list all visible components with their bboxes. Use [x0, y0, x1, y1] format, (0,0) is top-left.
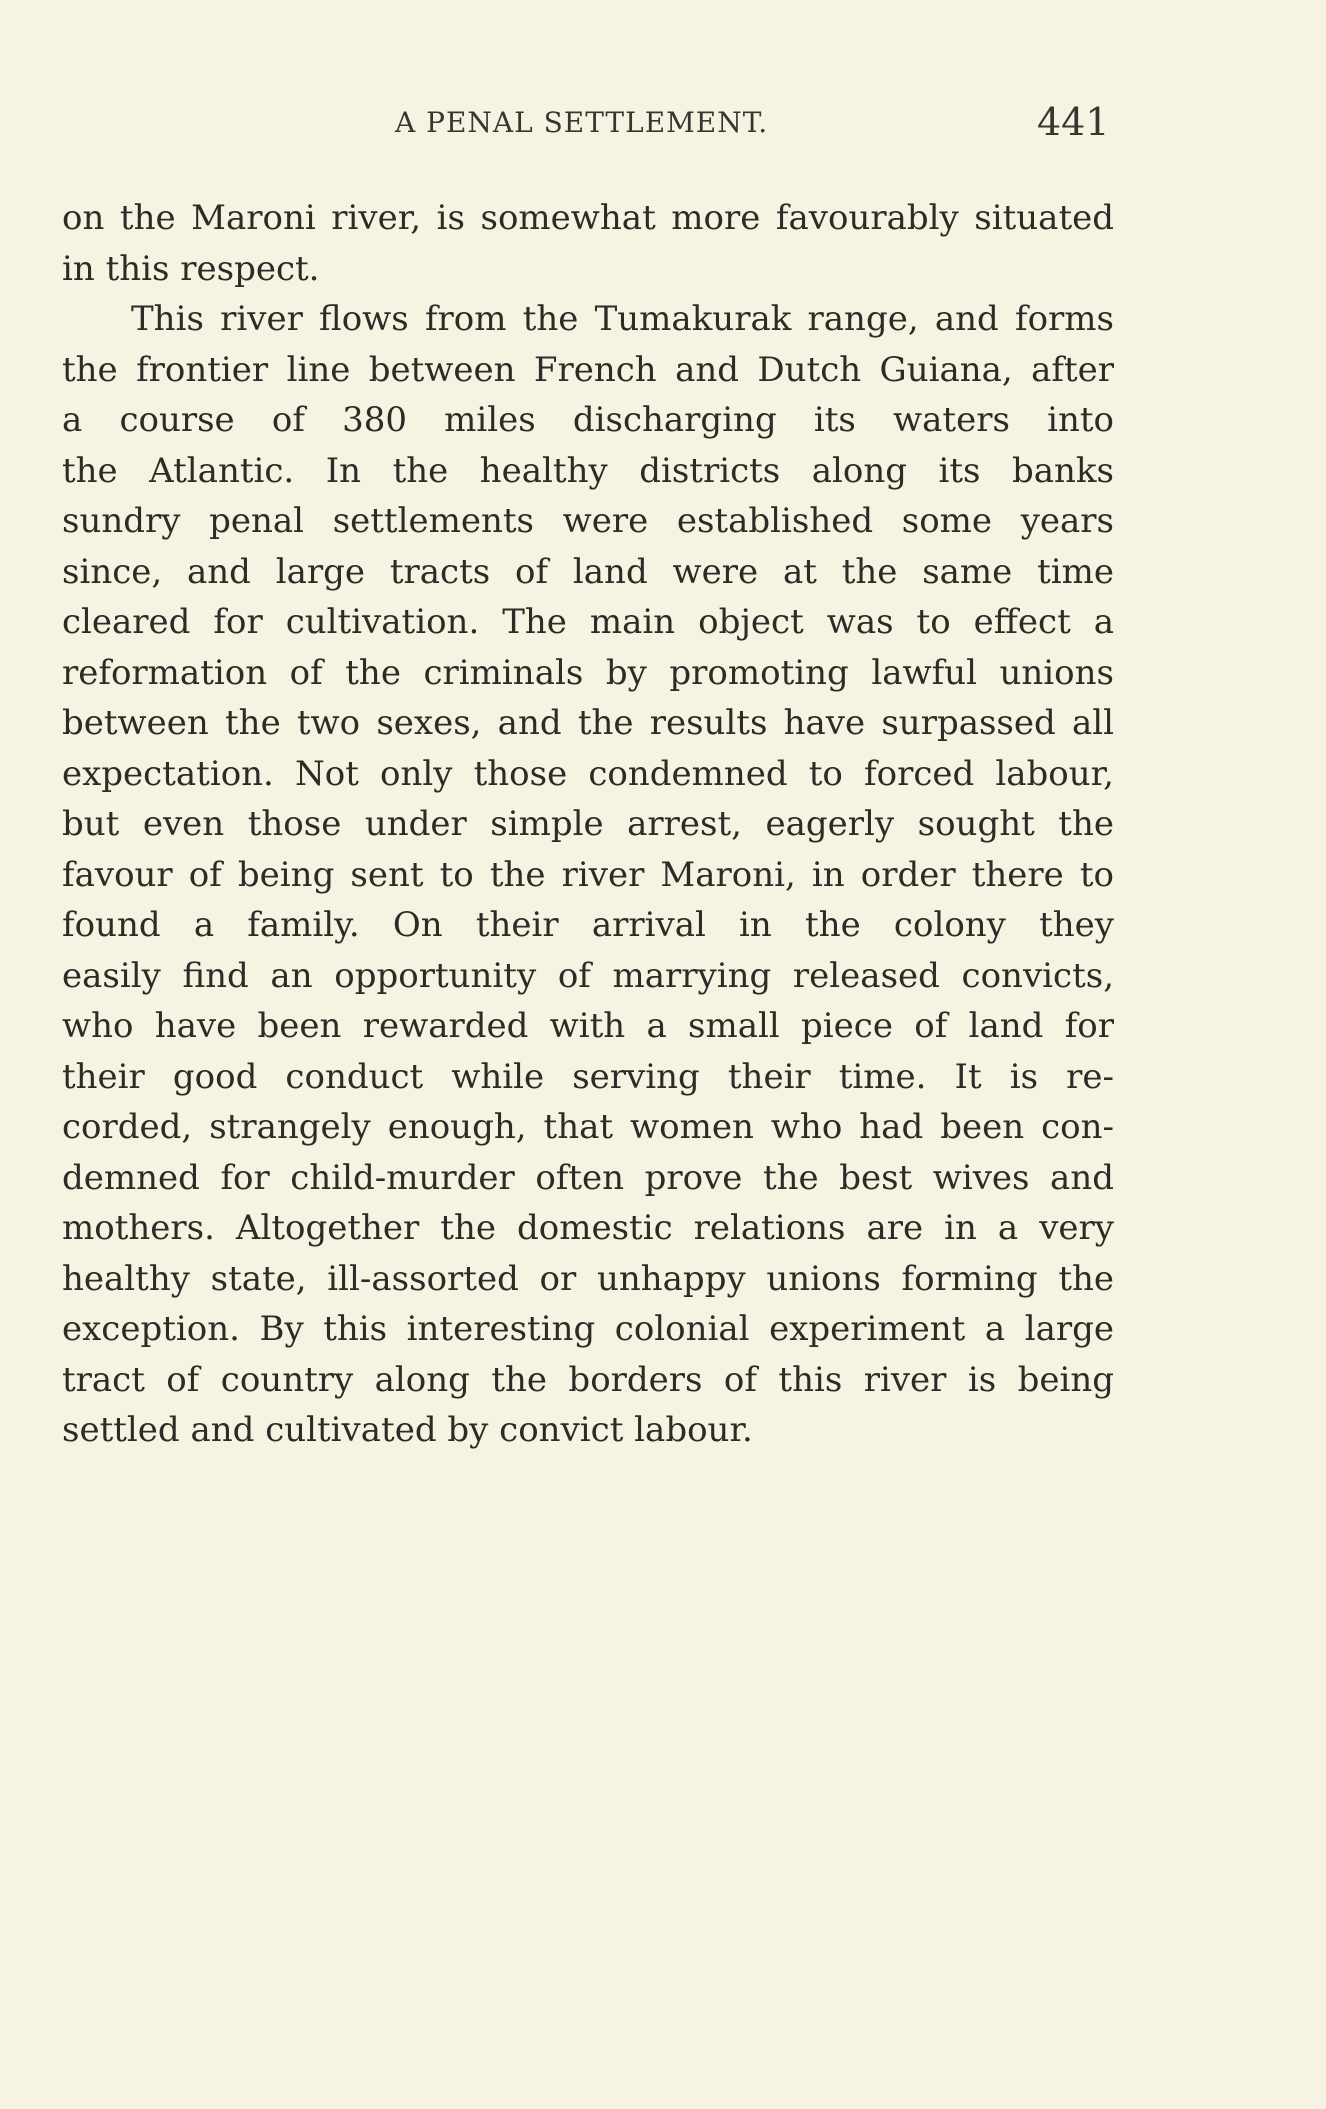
text-line: a course of 380 miles discharging its waters into — [62, 400, 1114, 440]
text-line: healthy state, ill-assorted or unhappy unions forming the — [62, 1258, 1114, 1299]
text-line: settled and cultivated by convict labour. — [62, 1410, 753, 1450]
text-line: expectation. Not only those condemned to forced labour, — [62, 753, 1114, 794]
text-line: the Atlantic. In the healthy districts along its banks — [62, 450, 1114, 491]
body-text — [62, 193, 1114, 1456]
text-line: the frontier line between French and Dutch Guiana, after — [62, 349, 1114, 390]
text-line: sundry penal settlements were established some years — [62, 501, 1114, 541]
text-line: since, and large tracts of land were at the same time — [62, 551, 1114, 592]
text-line: reformation of the criminals by promoting lawful unions — [62, 652, 1114, 693]
text-line: their good conduct while serving their time. It is re- — [62, 1056, 1114, 1097]
text-line: between the two sexes, and the results have surpassed all — [62, 703, 1114, 743]
text-line: found a family. On their arrival in the colony they — [62, 905, 1114, 945]
paragraph-first-line: This river flows from the Tumakurak range, and forms — [131, 299, 1114, 339]
running-head: A PENAL SETTLEMENT. — [395, 106, 769, 139]
text-line: but even those under simple arrest, eagerly sought the — [62, 804, 1114, 844]
text-line: tract of country along the borders of this river is being — [62, 1359, 1114, 1400]
text-line: who have been rewarded with a small piece of land for — [62, 1006, 1114, 1046]
text-line: demned for child-murder often prove the best wives and — [62, 1157, 1114, 1198]
text-line: in this respect. — [62, 248, 320, 289]
text-line: easily find an opportunity of marrying released convicts, — [62, 955, 1114, 996]
text-line: on the Maroni river, is somewhat more favourably situated — [62, 198, 1114, 238]
text-line: mothers. Altogether the domestic relations are in a very — [62, 1208, 1114, 1248]
text-line: corded, strangely enough, that women who had been con- — [62, 1107, 1114, 1147]
text-line: favour of being sent to the river Maroni, in order there to — [62, 854, 1114, 895]
page-number: 441 — [1037, 100, 1110, 144]
text-line: exception. By this interesting colonial experiment a large — [62, 1309, 1114, 1349]
text-line: cleared for cultivation. The main object was to effect a — [62, 602, 1114, 642]
